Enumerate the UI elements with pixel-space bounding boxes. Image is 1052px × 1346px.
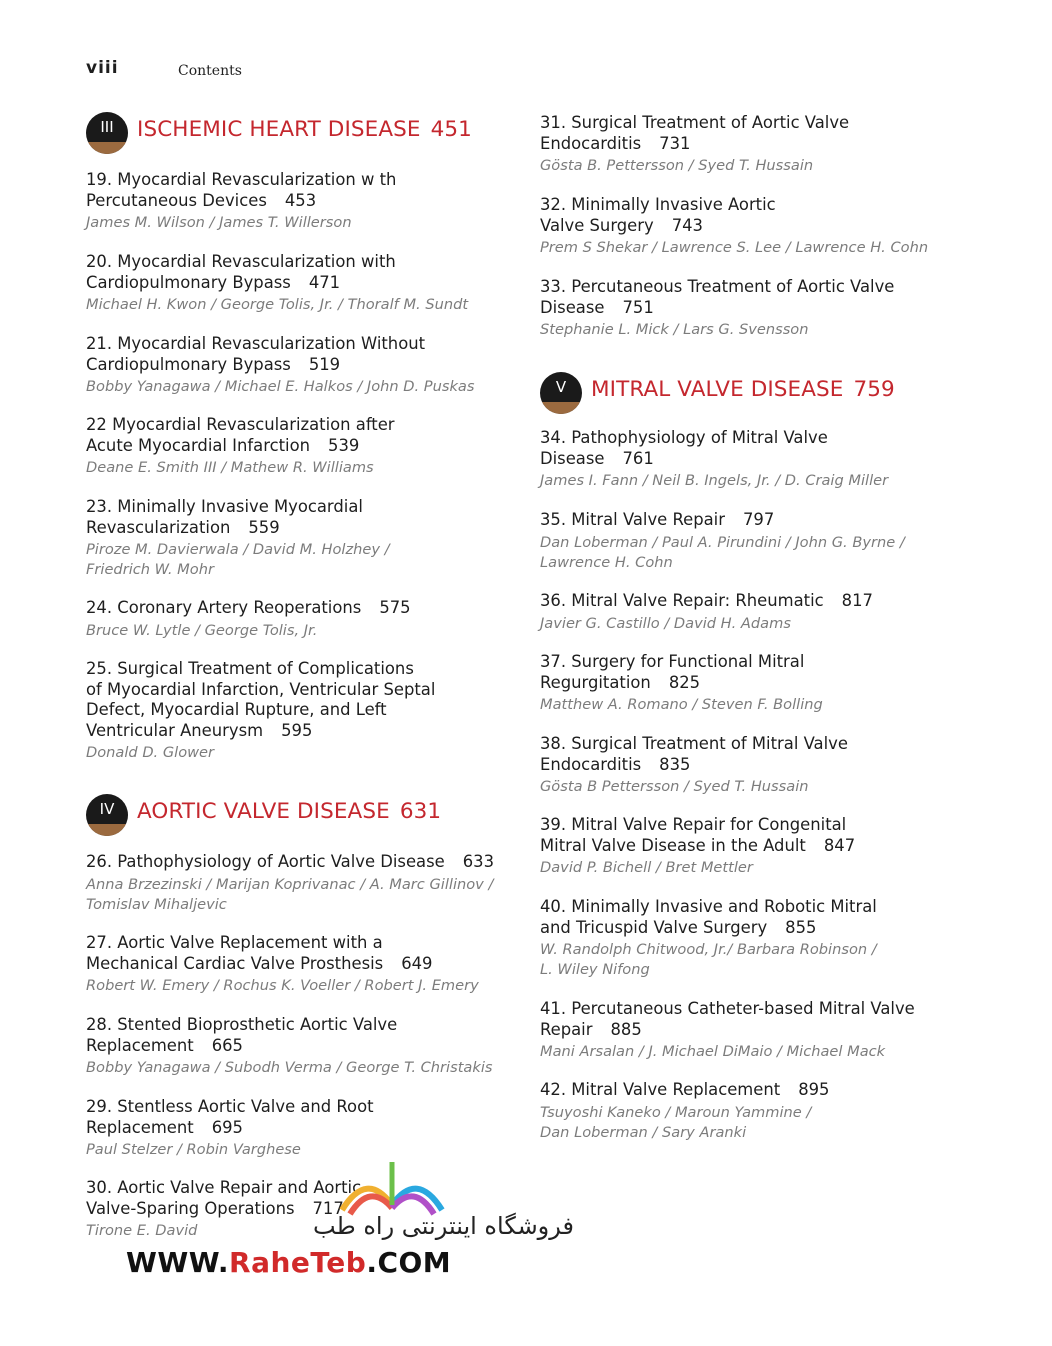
- chapter-page-number: 847: [823, 835, 856, 855]
- chapter-title-text: 42. Mitral Valve Replacement: [540, 1080, 781, 1099]
- chapter-authors: David P. Bichell / Bret Mettler: [540, 859, 753, 877]
- chapter-authors: James I. Fann / Neil B. Ingels, Jr. / D. Craig Miller: [540, 472, 889, 490]
- part-numeral: III: [100, 118, 114, 136]
- toc-entry[interactable]: [86, 933, 516, 996]
- chapter-title-text: 28. Stented Bioprosthetic Aortic Valve Replacement: [86, 1015, 398, 1055]
- chapter-page-number: 665: [211, 1035, 243, 1055]
- chapter-page-number: 575: [379, 598, 411, 617]
- chapter-title[interactable]: [540, 999, 970, 1040]
- chapter-title[interactable]: [540, 277, 970, 318]
- toc-entry[interactable]: [540, 734, 970, 797]
- toc-entry[interactable]: [86, 497, 516, 580]
- chapter-page-number: 559: [248, 517, 280, 537]
- chapter-authors: Dan Loberman / Paul A. Pirundini / John G. Byrne / Lawrence H. Cohn: [540, 533, 905, 571]
- chapter-title[interactable]: [86, 1097, 516, 1138]
- chapter-page-number: 761: [622, 448, 654, 468]
- chapter-title[interactable]: [540, 652, 970, 693]
- chapter-title-text: 26. Pathophysiology of Aortic Valve Disease: [86, 852, 445, 871]
- store-watermark: [124, 1150, 574, 1280]
- chapter-page-number: 649: [401, 953, 433, 973]
- chapter-authors: W. Randolph Chitwood, Jr./ Barbara Robinson / L. Wiley Nifong: [540, 941, 877, 979]
- chapter-title-text: 20. Myocardial Revascularization with Cardiopulmonary Bypass: [86, 252, 396, 292]
- chapter-authors: Bobby Yanagawa / Subodh Verma / George T. Christakis: [86, 1059, 493, 1077]
- chapter-title[interactable]: [86, 1015, 516, 1056]
- chapter-page-number: 743: [671, 215, 703, 235]
- toc-entry[interactable]: [540, 195, 970, 258]
- chapter-authors: Prem S Shekar / Lawrence S. Lee / Lawrence H. Cohn: [540, 239, 929, 257]
- chapter-title[interactable]: [86, 852, 516, 873]
- chapter-title[interactable]: [86, 252, 516, 293]
- part-title-text: MITRAL VALVE DISEASE: [591, 377, 844, 402]
- part-title: [591, 377, 895, 402]
- watermark-url: WWW.RaheTeb.COM: [126, 1246, 452, 1279]
- chapter-title-text: 35. Mitral Valve Repair: [540, 510, 725, 529]
- chapter-page-number: 471: [308, 272, 341, 292]
- toc-entry[interactable]: [86, 659, 516, 763]
- chapter-title[interactable]: [540, 734, 970, 775]
- chapter-title-text: 41. Percutaneous Catheter-based Mitral Valve Repair: [540, 999, 915, 1039]
- chapter-title-text: 38. Surgical Treatment of Mitral Valve Endocarditis: [540, 734, 848, 774]
- chapter-title[interactable]: [540, 195, 970, 236]
- chapter-title-text: 29. Stentless Aortic Valve and Root Replacement: [86, 1097, 374, 1137]
- chapter-title[interactable]: [540, 1080, 970, 1101]
- chapter-title[interactable]: [86, 415, 516, 456]
- chapter-authors: Bruce W. Lytle / George Tolis, Jr.: [86, 621, 318, 639]
- chapter-title-text: 30. Aortic Valve Repair and Aortic Valve-Sparing Operations: [86, 1178, 362, 1218]
- part-badge-icon: [86, 112, 128, 154]
- toc-entry[interactable]: [540, 897, 970, 980]
- toc-entry[interactable]: [86, 415, 516, 478]
- chapter-title-text: 36. Mitral Valve Repair: Rheumatic: [540, 591, 824, 610]
- toc-entry[interactable]: [540, 815, 970, 878]
- chapter-title-text: 33. Percutaneous Treatment of Aortic Valve Disease: [540, 277, 895, 317]
- chapter-authors: Michael H. Kwon / George Tolis, Jr. / Thoralf M. Sundt: [86, 296, 469, 314]
- toc-entry[interactable]: [86, 252, 516, 315]
- chapter-authors: Tirone E. David: [86, 1222, 198, 1240]
- chapter-title[interactable]: [540, 897, 970, 938]
- chapter-title-text: 31. Surgical Treatment of Aortic Valve Endocarditis: [540, 113, 850, 153]
- part-badge-band: [540, 402, 582, 414]
- chapter-page-number: 717: [312, 1198, 344, 1218]
- chapter-authors: Paul Stelzer / Robin Varghese: [86, 1141, 301, 1159]
- chapter-authors: Anna Brzezinski / Marijan Koprivanac / A. Marc Gillinov / Tomislav Mihaljevic: [86, 875, 494, 913]
- chapter-authors: Gösta B Pettersson / Syed T. Hussain: [540, 778, 809, 796]
- chapter-title[interactable]: [86, 933, 516, 974]
- chapter-title-text: 22 Myocardial Revascularization after Acute Myocardial Infarction: [86, 415, 395, 455]
- part-numeral: IV: [99, 800, 115, 818]
- chapter-title-text: 37. Surgery for Functional Mitral Regurgitation: [540, 652, 805, 692]
- chapter-title[interactable]: [86, 598, 516, 619]
- toc-entry[interactable]: [86, 334, 516, 397]
- chapter-page-number: 817: [841, 591, 873, 610]
- chapter-authors: Stephanie L. Mick / Lars G. Svensson: [540, 321, 809, 339]
- book-logo-icon: [332, 1150, 452, 1220]
- chapter-authors: Robert W. Emery / Rochus K. Voeller / Robert J. Emery: [86, 977, 479, 995]
- chapter-page-number: 797: [742, 510, 775, 529]
- chapter-title-text: 32. Minimally Invasive Aortic Valve Surgery: [540, 195, 776, 235]
- chapter-authors: James M. Wilson / James T. Willerson: [86, 214, 352, 232]
- chapter-authors: Mani Arsalan / J. Michael DiMaio / Michael Mack: [540, 1043, 886, 1061]
- chapter-authors: Piroze M. Davierwala / David M. Holzhey / Friedrich W. Mohr: [86, 541, 390, 579]
- chapter-authors: Deane E. Smith III / Mathew R. Williams: [86, 459, 374, 477]
- toc-entry[interactable]: [540, 510, 970, 573]
- toc-entry[interactable]: [540, 277, 970, 340]
- toc-entry[interactable]: [540, 428, 970, 491]
- chapter-page-number: 895: [798, 1080, 830, 1099]
- running-head: Contents: [178, 63, 242, 79]
- chapter-title-text: 23. Minimally Invasive Myocardial Revascularization: [86, 497, 363, 537]
- chapter-page-number: 453: [284, 190, 317, 210]
- chapter-page-number: 835: [659, 754, 691, 774]
- part-title-text: ISCHEMIC HEART DISEASE: [137, 117, 421, 142]
- chapter-title-text: 27. Aortic Valve Replacement with a Mechanical Cardiac Valve Prosthesis: [86, 933, 384, 973]
- chapter-title[interactable]: [86, 170, 516, 211]
- chapter-page-number: 825: [668, 672, 701, 692]
- toc-entry[interactable]: [540, 113, 970, 176]
- chapter-title-text: 25. Surgical Treatment of Complications of Myocardial Infarction, Ventricular Septal Defect, Myocardial Rupture, and Left Ventricular Aneurysm: [86, 659, 436, 740]
- chapter-page-number: 539: [328, 435, 360, 455]
- chapter-page-number: 751: [622, 297, 654, 317]
- part-badge-band: [86, 142, 128, 154]
- chapter-page-number: 855: [785, 917, 817, 937]
- toc-entry[interactable]: [540, 999, 970, 1062]
- chapter-authors: Javier G. Castillo / David H. Adams: [540, 614, 791, 632]
- chapter-title[interactable]: [540, 428, 970, 469]
- chapter-page-number: 695: [211, 1117, 243, 1137]
- chapter-title-text: 40. Minimally Invasive and Robotic Mitral and Tricuspid Valve Surgery: [540, 897, 877, 937]
- chapter-title-text: 34. Pathophysiology of Mitral Valve Disease: [540, 428, 828, 468]
- part-badge-band: [86, 824, 128, 836]
- part-page-number: 451: [430, 117, 472, 142]
- chapter-page-number: 595: [281, 720, 313, 740]
- chapter-page-number: 633: [462, 852, 495, 871]
- toc-entry[interactable]: [540, 652, 970, 715]
- part-badge-icon: [540, 372, 582, 414]
- chapter-title[interactable]: [540, 591, 970, 612]
- toc-entry[interactable]: [540, 1080, 970, 1143]
- part-title-text: AORTIC VALVE DISEASE: [137, 799, 390, 824]
- chapter-title-text: 19. Myocardial Revascularization w th Percutaneous Devices: [86, 170, 397, 210]
- chapter-authors: Bobby Yanagawa / Michael E. Halkos / John D. Puskas: [86, 378, 475, 396]
- chapter-page-number: 731: [659, 133, 691, 153]
- chapter-title[interactable]: [86, 334, 516, 375]
- part-title: [137, 117, 472, 142]
- chapter-title-text: 24. Coronary Artery Reoperations: [86, 598, 362, 617]
- toc-entry[interactable]: [540, 591, 970, 634]
- chapter-page-number: 519: [308, 354, 341, 374]
- watermark-persian-text: فروشگاه اینترنتی راه طب: [313, 1212, 574, 1240]
- part-page-number: 631: [399, 799, 442, 824]
- part-title: [137, 799, 441, 824]
- part-numeral: V: [555, 378, 567, 396]
- toc-entry[interactable]: [86, 598, 516, 641]
- chapter-authors: Gösta B. Pettersson / Syed T. Hussain: [540, 157, 814, 175]
- chapter-title[interactable]: [86, 497, 516, 538]
- chapter-authors: Tsuyoshi Kaneko / Maroun Yammine / Dan Loberman / Sary Aranki: [540, 1103, 812, 1141]
- part-badge-icon: [86, 794, 128, 836]
- part-page-number: 759: [853, 377, 895, 402]
- toc-entry[interactable]: [86, 1015, 516, 1078]
- chapter-title[interactable]: [540, 815, 970, 856]
- chapter-authors: Matthew A. Romano / Steven F. Bolling: [540, 696, 823, 714]
- page-number: viii: [86, 58, 119, 78]
- chapter-title[interactable]: [86, 659, 516, 741]
- chapter-page-number: 885: [610, 1019, 642, 1039]
- chapter-title-text: 39. Mitral Valve Repair for Congenital Mitral Valve Disease in the Adult: [540, 815, 847, 855]
- chapter-title-text: 21. Myocardial Revascularization Without Cardiopulmonary Bypass: [86, 334, 426, 374]
- chapter-title[interactable]: [540, 113, 970, 154]
- toc-entry[interactable]: [86, 852, 516, 915]
- toc-entry[interactable]: [86, 170, 516, 233]
- chapter-title[interactable]: [540, 510, 970, 531]
- chapter-authors: Donald D. Glower: [86, 744, 215, 762]
